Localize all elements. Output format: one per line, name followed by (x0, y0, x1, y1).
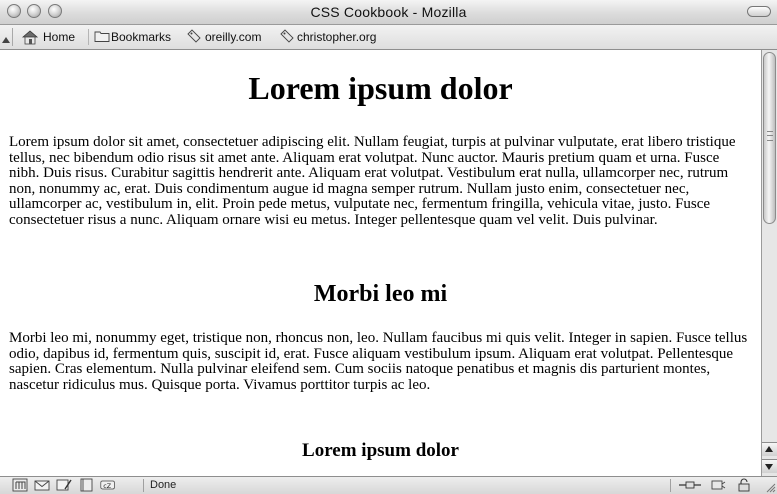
bookmark-oreilly-label: oreilly.com (205, 30, 262, 44)
status-divider (670, 479, 671, 492)
page-heading: Lorem ipsum dolor (248, 70, 513, 106)
scrollbar-thumb[interactable] (763, 52, 776, 224)
bookmarks-label: Bookmarks (111, 30, 172, 44)
home-button[interactable] (21, 25, 83, 49)
vertical-scrollbar[interactable] (761, 50, 777, 476)
svg-text:cZ: cZ (103, 481, 112, 490)
mail-icon[interactable] (34, 478, 50, 492)
bookmarks-menu-button[interactable] (94, 25, 180, 49)
page-content (0, 50, 761, 476)
security-icon[interactable] (710, 478, 726, 492)
status-text: Done (150, 479, 177, 491)
bookmark-link-icon (279, 29, 295, 45)
bookmark-christopher[interactable] (279, 25, 397, 49)
mozilla-icon[interactable] (12, 478, 28, 492)
bookmark-link-icon (186, 29, 202, 45)
paragraph-section: Morbi leo mi, nonummy eget, tristique non, rhoncus non, leo. Nullam faucibus mi quis velit. Integer in sapien. Fusce tellus odio, dapibus id, fermentum quis, suscipit id, erat. Fusce aliquam vestibulum ipsum. Aliquam erat volutpat. Pellentesque sapien. Cras elementum. Nulla pulvinar eleifend sem. Cum sociis natoque penatibus et magnis dis parturient montes, nascetur ridiculus mus. Quisque porta. Vivamus porttitor turpis ac leo. (9, 330, 748, 393)
toolbar-divider (88, 29, 89, 45)
status-divider (143, 479, 144, 492)
home-icon (21, 29, 39, 45)
window-title: CSS Cookbook - Mozilla (310, 4, 467, 20)
lock-icon[interactable] (736, 478, 752, 492)
title-bar[interactable] (0, 0, 777, 25)
home-label: Home (43, 30, 76, 44)
scroll-down-button[interactable] (762, 459, 777, 473)
online-status-icon[interactable] (678, 478, 702, 492)
composer-icon[interactable] (56, 478, 72, 492)
subsection-heading: Lorem ipsum dolor (302, 440, 459, 461)
address-book-icon[interactable] (78, 478, 94, 492)
scroll-up-button[interactable] (762, 442, 777, 456)
toolbar-toggle-button[interactable] (747, 6, 771, 17)
paragraph-intro: Lorem ipsum dolor sit amet, consectetuer adipiscing elit. Nullam feugiat, turpis at pulvinar vulputate, erat libero tristique tellus, nec bibendum odio risus sit amet ante. Aliquam erat volutpat. Nunc auctor. Mauris pretium quam et urna. Fusce nibh. Duis risus. Curabitur sagittis hendrerit ante. Aliquam erat volutpat. Vestibulum erat nulla, ullamcorper nec, rutrum non, nonummy ac, erat. Duis condimentum augue id magna semper rutrum. Nullam justo enim, consectetuer nec, ullamcorper ac, vestibulum in, elit. Proin pede metus, vulputate nec, fermentum fringilla, vehicula vitae, justo. Fusce consectetuer risus a nunc. Aliquam ornare wisi eu metus. Integer pellentesque quam vel velit. Duis pulvinar. (9, 134, 736, 228)
bookmarks-toolbar (0, 25, 777, 50)
bookmark-oreilly[interactable] (186, 25, 274, 49)
toolbar-grippy-icon[interactable] (2, 37, 10, 43)
status-bar (0, 476, 777, 494)
toolbar-separator (12, 28, 13, 46)
section-heading: Morbi leo mi (313, 281, 448, 307)
resize-grip-icon[interactable] (764, 481, 776, 493)
bookmark-christopher-label: christopher.org (297, 30, 377, 44)
thumb-grip-icon (767, 131, 773, 141)
folder-icon (94, 29, 110, 43)
irc-chat-icon[interactable] (100, 478, 116, 492)
